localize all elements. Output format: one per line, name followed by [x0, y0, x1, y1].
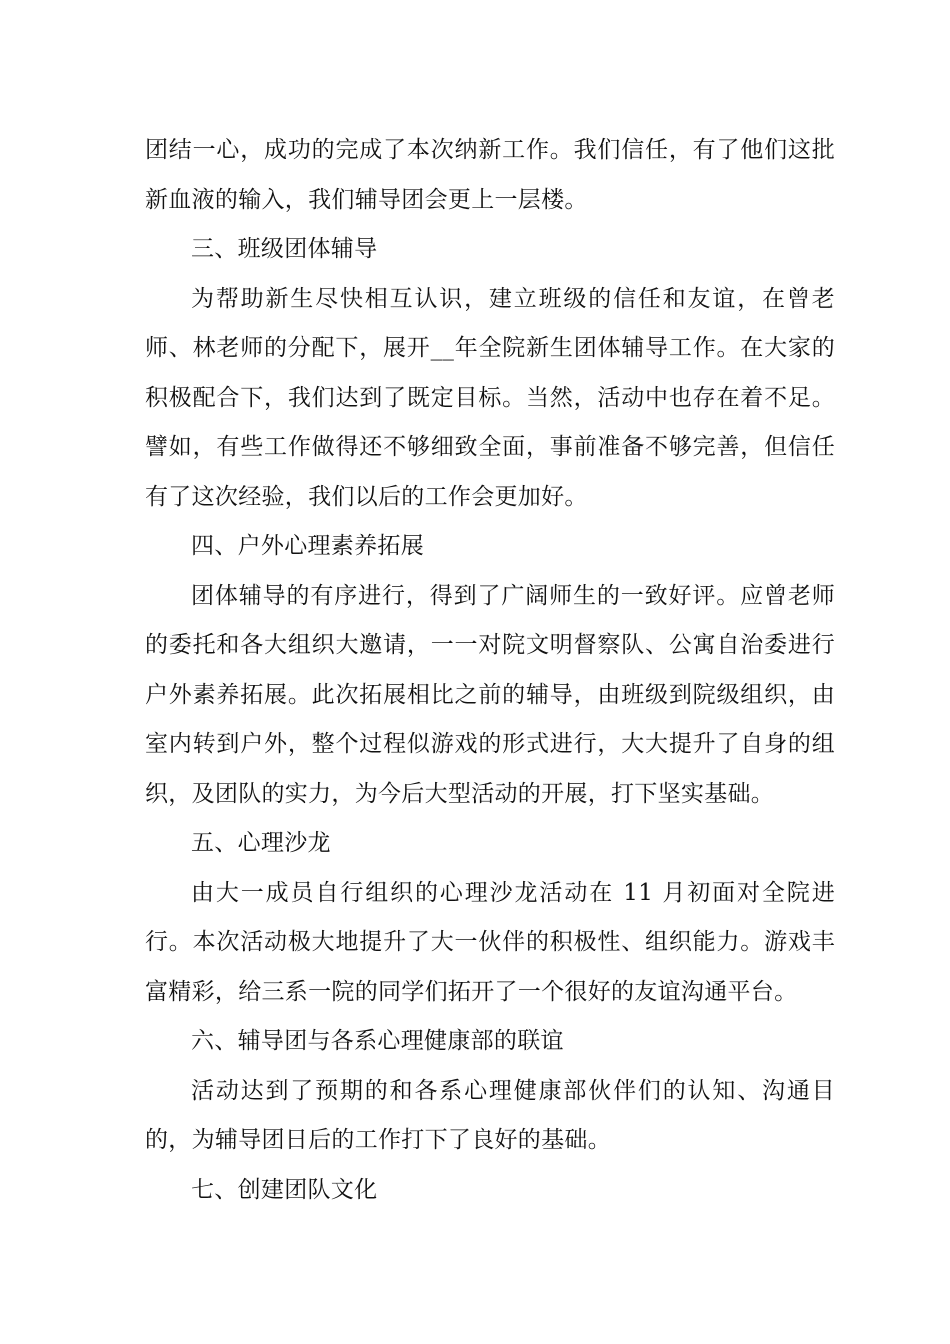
document-body	[145, 126, 835, 1215]
section-heading-6: 六、辅导团与各系心理健康部的联谊	[191, 1028, 564, 1054]
section-heading-4: 四、户外心理素养拓展	[191, 533, 424, 559]
paragraph-class-group-counseling: 为帮助新生尽快相互认识，建立班级的信任和友谊，在曾老师、林老师的分配下，展开__年全院新生团体辅导工作。在大家的积极配合下，我们达到了既定目标。当然，活动中也存在着不足。譬如，有些工作做得还不够细致全面，事前准备不够完善，但信任有了这次经验，我们以后的工作会更加好。	[145, 285, 835, 510]
paragraph-fellowship: 活动达到了预期的和各系心理健康部伙伴们的认知、沟通目的，为辅导团日后的工作打下了良好的基础。	[145, 1077, 835, 1153]
section-heading-7: 七、创建团队文化	[191, 1176, 378, 1203]
paragraph-psych-salon: 由大一成员自行组织的心理沙龙活动在 11 月初面对全院进行。本次活动极大地提升了大一伙伴的积极性、组织能力。游戏丰富精彩，给三系一院的同学们拓开了一个很好的友谊沟通平台。	[145, 879, 835, 1005]
section-heading-3: 三、班级团体辅导	[191, 236, 378, 262]
section-heading-5: 五、心理沙龙	[191, 830, 331, 856]
paragraph-continued: 团结一心，成功的完成了本次纳新工作。我们信任，有了他们这批新血液的输入，我们辅导团会更上一层楼。	[145, 137, 835, 213]
paragraph-outdoor-expansion: 团体辅导的有序进行，得到了广阔师生的一致好评。应曾老师的委托和各大组织大邀请，一一对院文明督察队、公寓自治委进行户外素养拓展。此次拓展相比之前的辅导，由班级到院级组织，由室内转到户外，整个过程似游戏的形式进行，大大提升了自身的组织，及团队的实力，为今后大型活动的开展，打下坚实基础。	[145, 582, 835, 807]
